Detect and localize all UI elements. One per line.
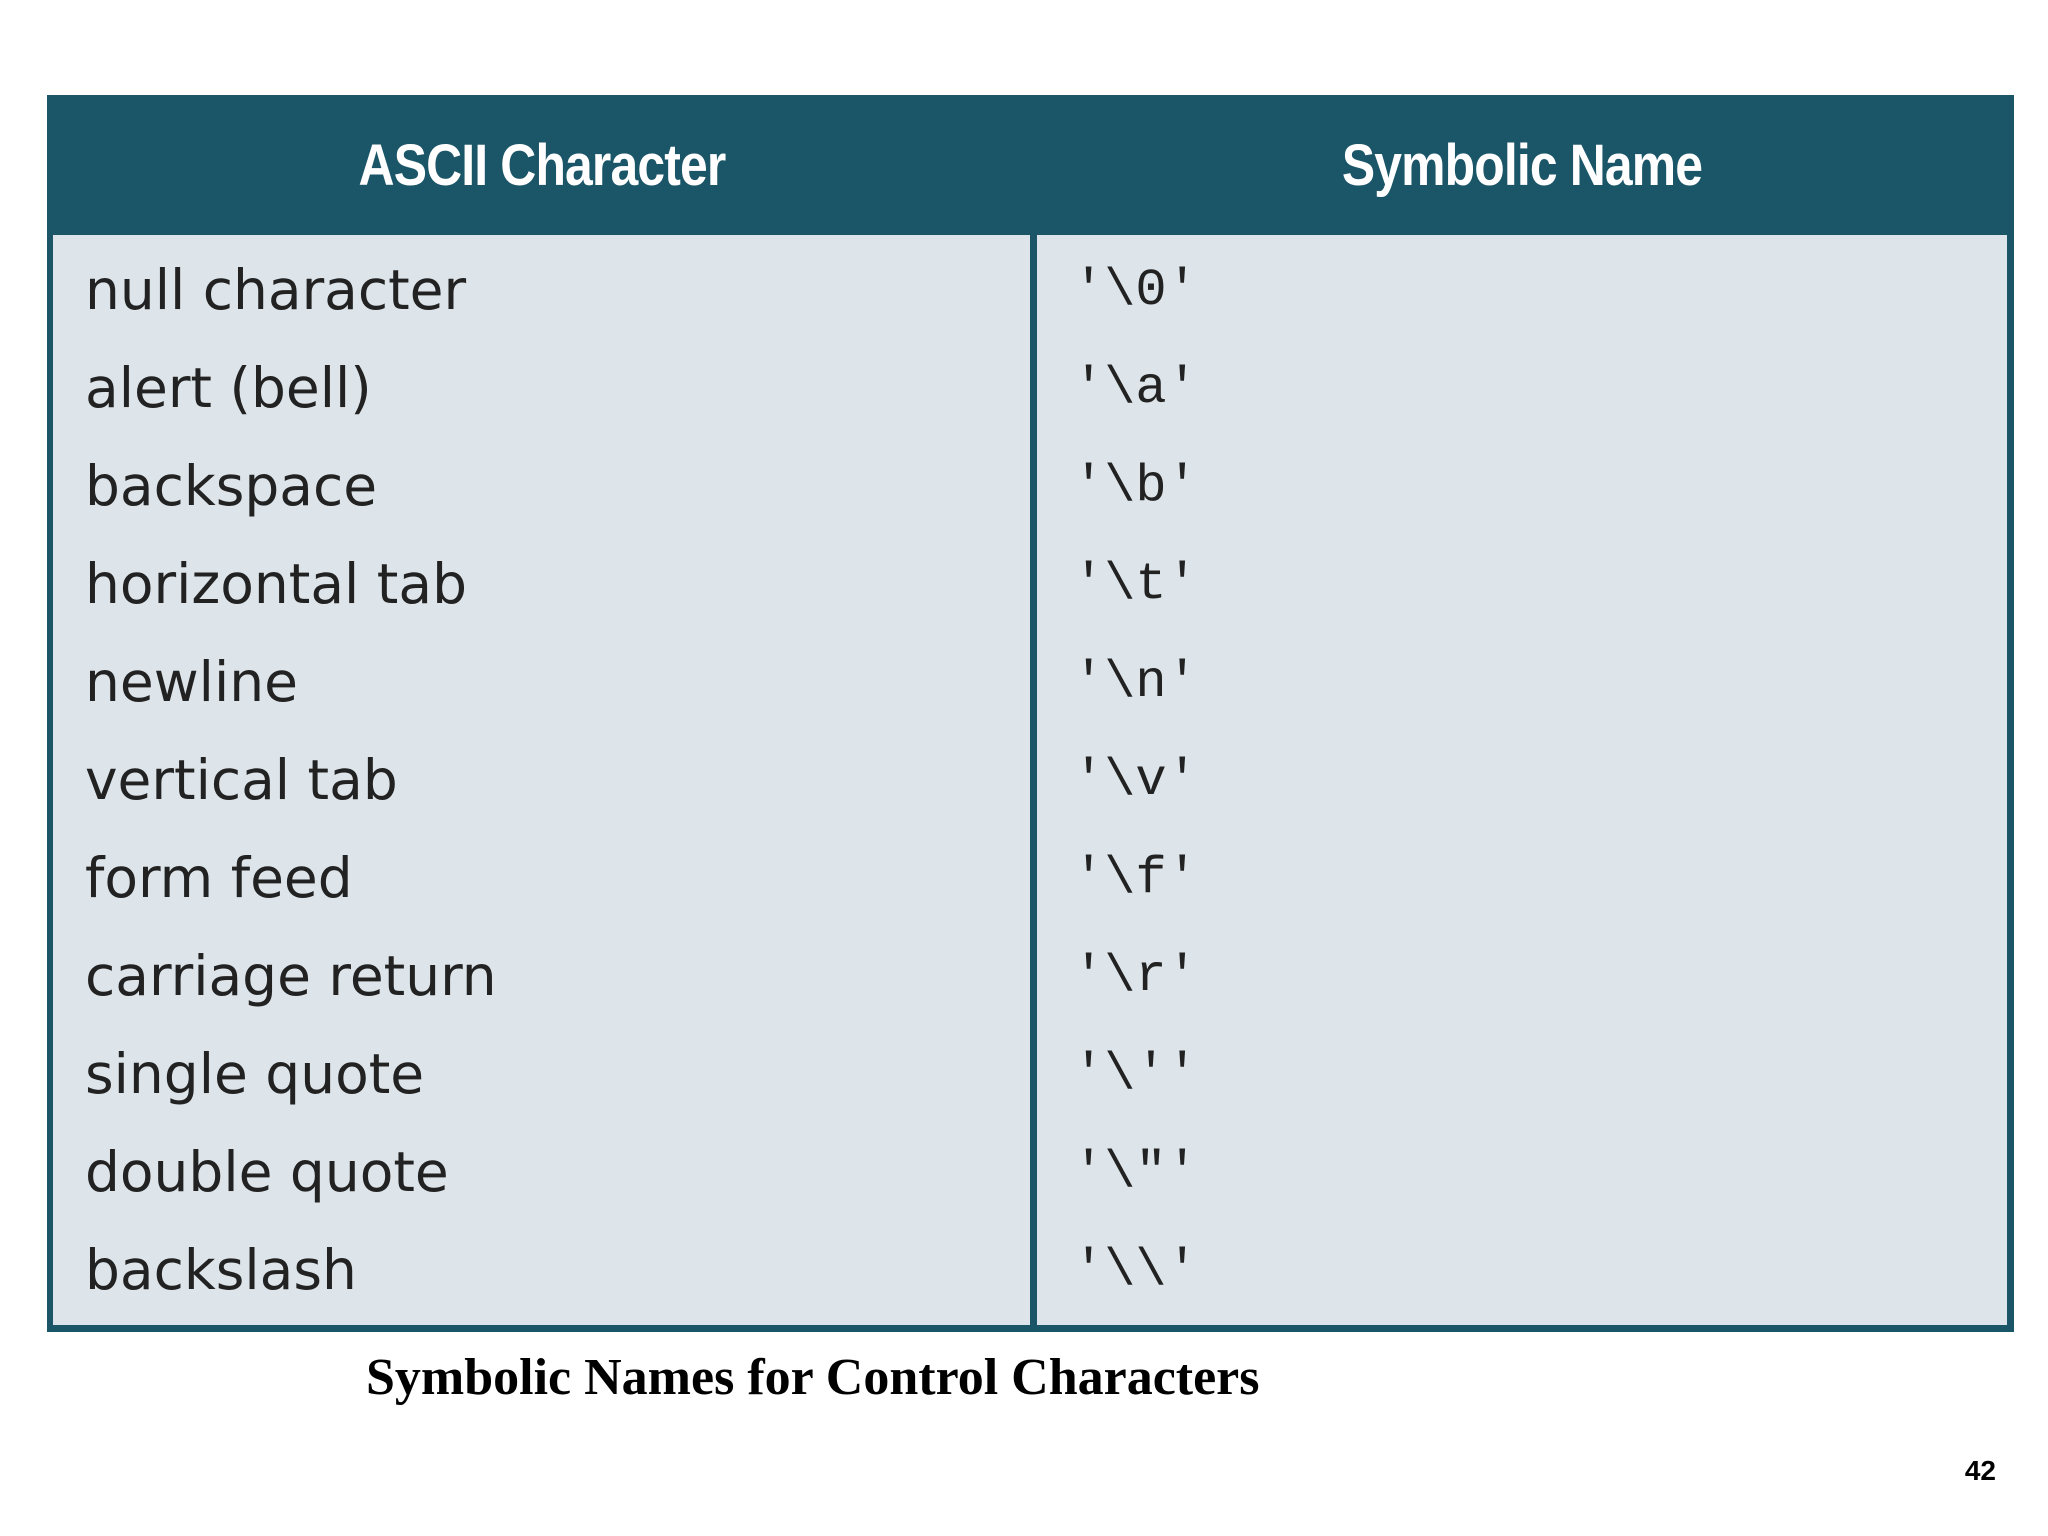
table-row <box>1037 731 1198 829</box>
ascii-character-cell: null character <box>85 258 467 322</box>
symbolic-name-cell: '\"' <box>1073 1142 1198 1202</box>
table-row <box>1037 437 1198 535</box>
header-ascii-character: ASCII Character <box>358 132 726 198</box>
table-row <box>53 829 353 927</box>
ascii-character-cell: backslash <box>85 1238 357 1302</box>
table-row <box>1037 1025 1198 1123</box>
symbolic-name-cell: '\t' <box>1073 554 1198 614</box>
table-row <box>53 1025 424 1123</box>
table-header-row <box>47 95 2014 235</box>
ascii-character-cell: backspace <box>85 454 378 518</box>
ascii-character-cell: newline <box>85 650 298 714</box>
symbolic-name-cell: '\f' <box>1073 848 1198 908</box>
symbolic-name-cell: '\\' <box>1073 1240 1198 1300</box>
table-row <box>53 731 398 829</box>
table-row <box>53 339 372 437</box>
ascii-character-column <box>53 235 1030 1325</box>
table-row <box>53 437 377 535</box>
header-symbolic-name: Symbolic Name <box>1341 132 1703 198</box>
symbolic-name-cell: '\r' <box>1073 946 1198 1006</box>
table-row <box>1037 927 1198 1025</box>
ascii-character-cell: vertical tab <box>85 748 398 812</box>
table-row <box>1037 1123 1198 1221</box>
table-row <box>53 633 298 731</box>
table-row <box>1037 241 1198 339</box>
symbolic-name-cell: '\b' <box>1073 456 1198 516</box>
table-row <box>53 535 467 633</box>
table-row <box>1037 535 1198 633</box>
table-caption: Symbolic Names for Control Characters <box>366 1349 1260 1406</box>
symbolic-name-cell: '\a' <box>1073 358 1198 418</box>
table-row <box>1037 1221 1198 1319</box>
ascii-character-cell: carriage return <box>85 944 497 1008</box>
symbolic-name-cell: '\n' <box>1073 652 1198 712</box>
ascii-character-cell: double quote <box>85 1140 449 1204</box>
table-row <box>53 1123 449 1221</box>
ascii-character-cell: horizontal tab <box>85 552 467 616</box>
table-row <box>53 927 497 1025</box>
table-row <box>53 241 466 339</box>
ascii-character-cell: alert (bell) <box>85 356 372 420</box>
page-number: 42 <box>1964 1455 1996 1486</box>
ascii-character-cell: single quote <box>85 1042 425 1106</box>
table-row <box>53 1221 357 1319</box>
symbolic-name-column <box>1037 235 2007 1325</box>
table-row <box>1037 339 1198 437</box>
control-characters-table <box>47 95 2014 1332</box>
symbolic-name-cell: '\v' <box>1073 750 1198 810</box>
table-row <box>1037 633 1198 731</box>
symbolic-name-cell: '\0' <box>1073 260 1198 320</box>
ascii-character-cell: form feed <box>85 846 353 910</box>
symbolic-name-cell: '\'' <box>1073 1044 1198 1104</box>
table-row <box>1037 829 1198 927</box>
